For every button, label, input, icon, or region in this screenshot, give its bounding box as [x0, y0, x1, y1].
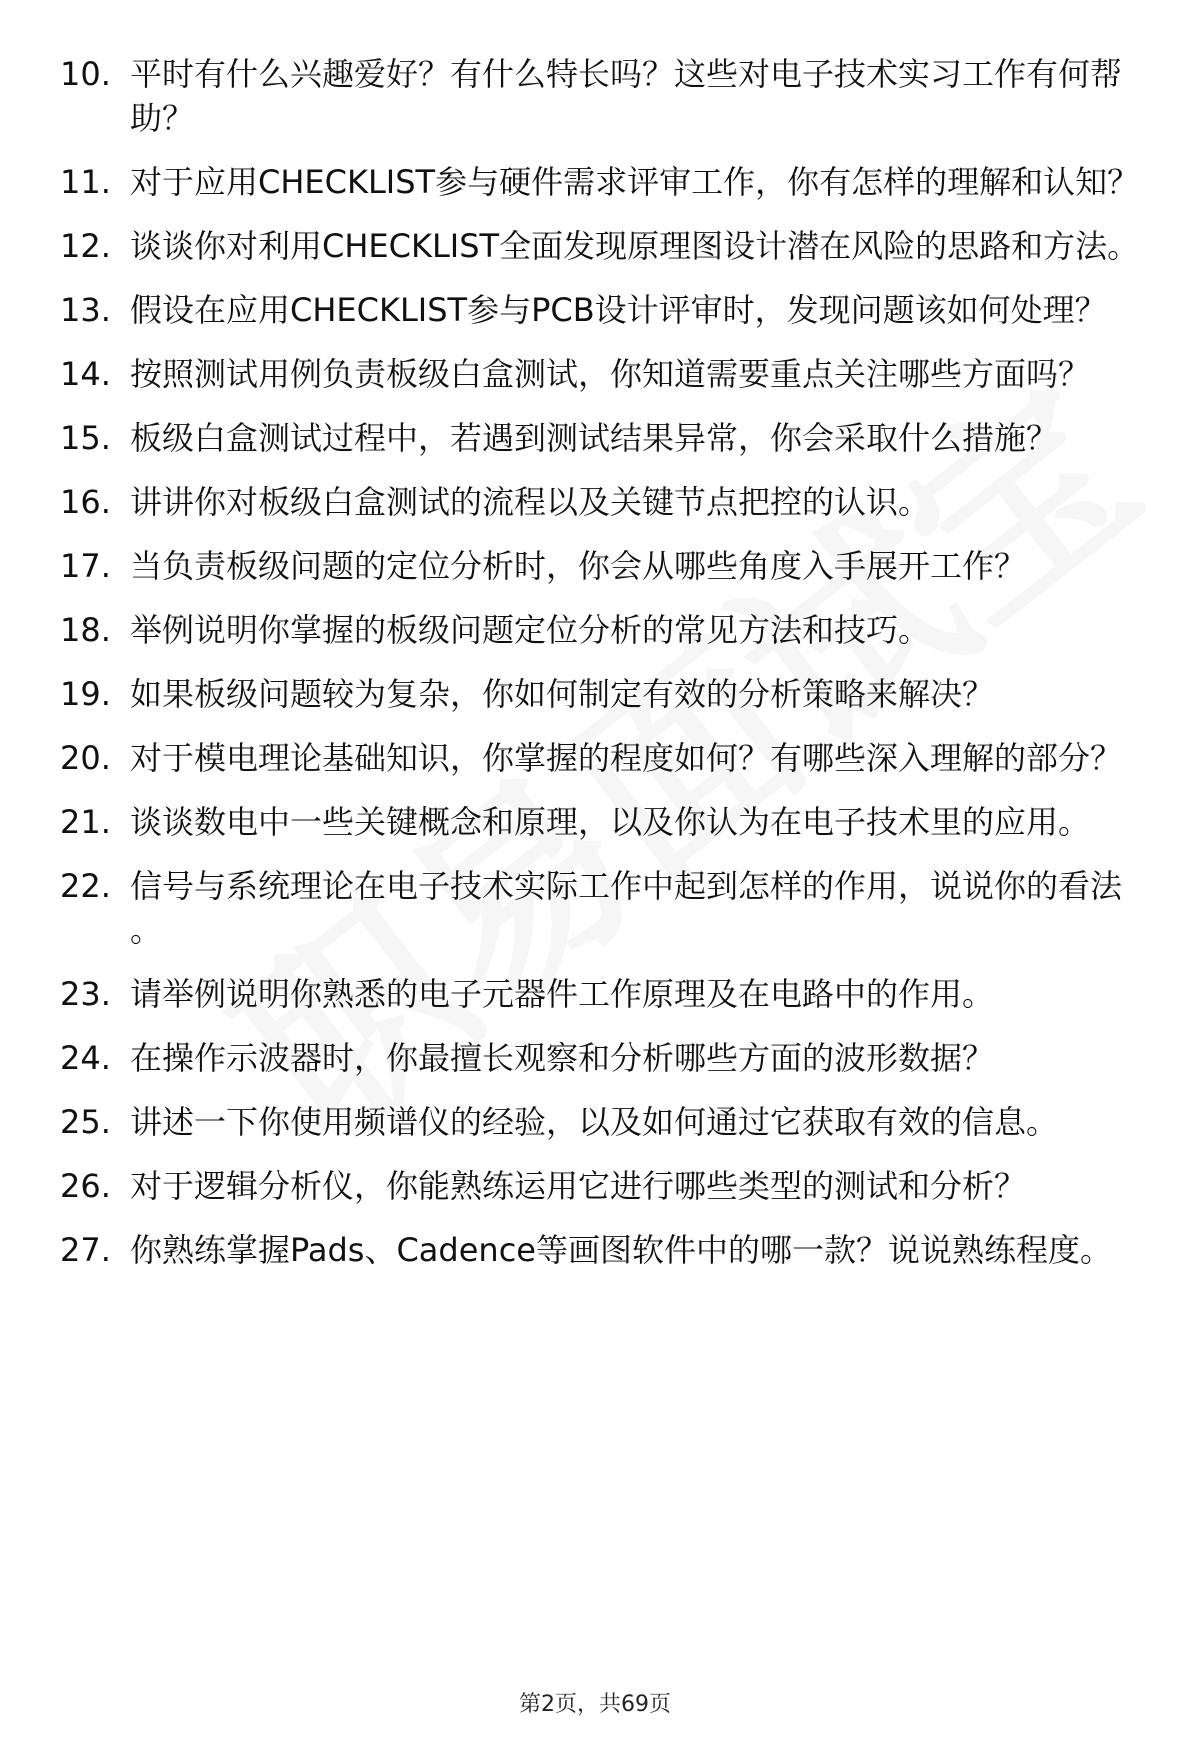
question-number: 26.	[60, 1167, 111, 1205]
question-number: 16.	[60, 483, 111, 521]
question-number: 15.	[60, 419, 111, 457]
question-number: 24.	[60, 1039, 111, 1077]
question-item-10	[60, 52, 1150, 140]
question-item-16	[60, 480, 1150, 524]
question-item-17	[60, 544, 1150, 588]
question-text: 谈谈数电中一些关键概念和原理，以及你认为在电子技术里的应用。	[130, 803, 1091, 841]
question-text: 板级白盒测试过程中，若遇到测试结果异常，你会采取什么措施？	[130, 419, 1059, 457]
question-number: 12.	[60, 227, 111, 265]
question-list	[60, 52, 1150, 1292]
question-item-23	[60, 972, 1150, 1016]
question-text: 讲述一下你使用频谱仪的经验，以及如何通过它获取有效的信息。	[130, 1103, 1059, 1141]
question-text: 假设在应用CHECKLIST参与PCB设计评审时，发现问题该如何处理？	[130, 291, 1107, 329]
question-item-18	[60, 608, 1150, 652]
question-text: 对于模电理论基础知识，你掌握的程度如何？有哪些深入理解的部分？	[130, 739, 1123, 777]
question-item-20	[60, 736, 1150, 780]
question-number: 25.	[60, 1103, 111, 1141]
question-text: 在操作示波器时，你最擅长观察和分析哪些方面的波形数据？	[130, 1039, 995, 1077]
question-number: 14.	[60, 355, 111, 393]
question-number: 11.	[60, 163, 111, 201]
question-text: 讲讲你对板级白盒测试的流程以及关键节点把控的认识。	[130, 483, 931, 521]
question-number: 23.	[60, 975, 111, 1013]
question-item-27	[60, 1228, 1150, 1272]
question-number: 27.	[60, 1231, 111, 1269]
question-text: 举例说明你掌握的板级问题定位分析的常见方法和技巧。	[130, 611, 931, 649]
question-text: 信号与系统理论在电子技术实际工作中起到怎样的作用，说说你的看法。	[130, 867, 1123, 949]
question-item-21	[60, 800, 1150, 844]
page-footer: 第2页，共69页	[519, 1692, 671, 1717]
question-item-19	[60, 672, 1150, 716]
question-item-14	[60, 352, 1150, 396]
question-item-13	[60, 288, 1150, 332]
question-number: 21.	[60, 803, 111, 841]
question-number: 17.	[60, 547, 111, 585]
question-number: 19.	[60, 675, 111, 713]
question-item-26	[60, 1164, 1150, 1208]
question-item-25	[60, 1100, 1150, 1144]
question-text: 谈谈你对利用CHECKLIST全面发现原理图设计潜在风险的思路和方法。	[130, 227, 1140, 265]
question-number: 10.	[60, 55, 111, 93]
question-number: 13.	[60, 291, 111, 329]
question-text: 如果板级问题较为复杂，你如何制定有效的分析策略来解决？	[130, 675, 995, 713]
question-item-24	[60, 1036, 1150, 1080]
question-text: 按照测试用例负责板级白盒测试，你知道需要重点关注哪些方面吗？	[130, 355, 1091, 393]
question-item-11	[60, 160, 1150, 204]
question-text: 对于逻辑分析仪，你能熟练运用它进行哪些类型的测试和分析？	[130, 1167, 1027, 1205]
question-text: 对于应用CHECKLIST参与硬件需求评审工作，你有怎样的理解和认知？	[130, 163, 1140, 201]
question-text: 你熟练掌握Pads、Cadence等画图软件中的哪一款？说说熟练程度。	[130, 1231, 1112, 1269]
question-item-22	[60, 864, 1150, 952]
question-number: 18.	[60, 611, 111, 649]
question-text: 平时有什么兴趣爱好？有什么特长吗？这些对电子技术实习工作有何帮助？	[130, 55, 1123, 137]
question-number: 22.	[60, 867, 111, 905]
question-text: 请举例说明你熟悉的电子元器件工作原理及在电路中的作用。	[130, 975, 995, 1013]
question-item-12	[60, 224, 1150, 268]
question-item-15	[60, 416, 1150, 460]
question-number: 20.	[60, 739, 111, 777]
question-text: 当负责板级问题的定位分析时，你会从哪些角度入手展开工作？	[130, 547, 1027, 585]
